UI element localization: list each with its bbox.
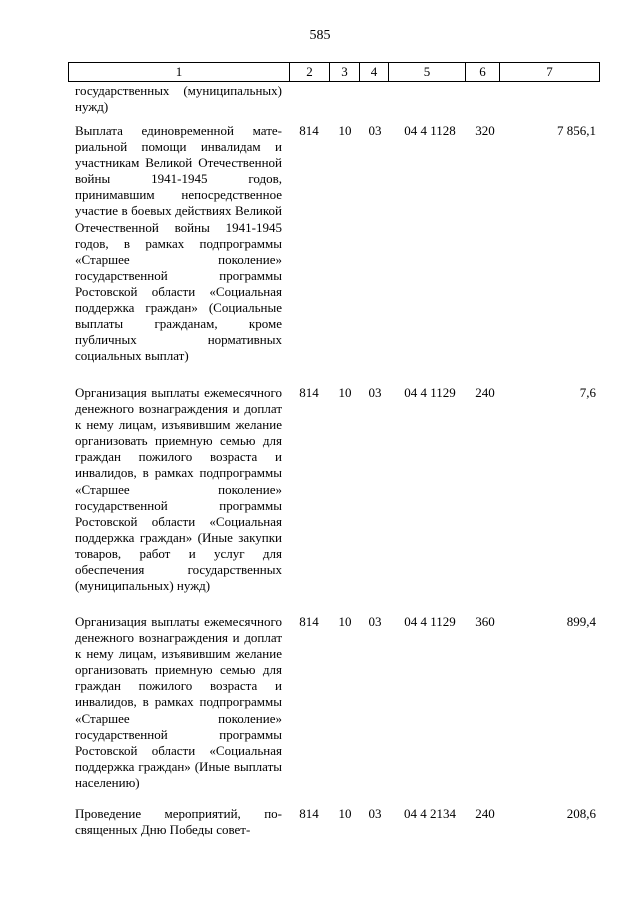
cell-expense-type: 360	[475, 614, 495, 629]
cell-ministry-code: 814	[299, 806, 319, 821]
row-description: Организация выплаты ежемесячного денежного вознаграждения и доплат к нему лицам, изъявившим желание организовать приемную семью для граждан пожилого возраста и инвалидов, в рамках подпрограммы «Старшее поколение» государственной программы Ростовской области «Социальная поддержка граждан» (Иные выплаты населению)	[75, 614, 282, 790]
column-header-row	[69, 63, 600, 82]
cell-expense-type: 240	[475, 806, 495, 821]
cell-ministry-code: 814	[299, 123, 319, 138]
cell-subsection: 03	[368, 123, 382, 138]
row-description: Выплата единовременной материальной помощи инвалидам и участникам Великой Отечественной войны 1941-1945 годов, принимавшим непосредственное участие в боевых действиях Великой Отечественной войны 1941-1945 годов, в рамках подпрограммы «Старшее поколение» государственной программы Ростовской области «Социальная поддержка граждан» (Социальные выплаты гражданам, кроме публичных нормативных социальных выплат)	[75, 123, 282, 364]
cell-amount: 899,4	[566, 614, 596, 629]
cell-target-article: 04 4 1128	[404, 123, 456, 138]
column-header: 2	[290, 63, 330, 82]
column-header: 5	[389, 63, 466, 82]
cell-amount: 7,6	[579, 385, 596, 400]
column-header: 7	[500, 63, 600, 82]
cell-ministry-code: 814	[299, 614, 319, 629]
cell-target-article: 04 4 1129	[404, 614, 456, 629]
row-description: государственных (муниципальных) нужд)	[75, 83, 282, 115]
cell-subsection: 03	[368, 614, 382, 629]
column-header: 1	[69, 63, 290, 82]
cell-subsection: 03	[368, 806, 382, 821]
cell-section: 10	[338, 806, 352, 821]
row-description: Проведение мероприятий, посвященных Дню Победы совет-	[75, 806, 282, 838]
cell-amount: 7 856,1	[557, 123, 596, 138]
row-description: Организация выплаты ежемесячного денежного вознаграждения и доплат к нему лицам, изъявившим желание организовать приемную семью для граждан пожилого возраста и инвалидов, в рамках подпрограммы «Старшее поколение» государственной программы Ростовской области «Социальная поддержка граждан» (Иные закупки товаров, работ и услуг для обеспечения государственных (муниципальных) нужд)	[75, 385, 282, 594]
cell-subsection: 03	[368, 385, 382, 400]
column-header: 4	[360, 63, 389, 82]
column-header: 6	[466, 63, 500, 82]
cell-expense-type: 320	[475, 123, 495, 138]
cell-amount: 208,6	[566, 806, 596, 821]
column-header-table	[68, 62, 600, 82]
cell-section: 10	[338, 614, 352, 629]
cell-target-article: 04 4 2134	[404, 806, 456, 821]
cell-section: 10	[338, 123, 352, 138]
page-number: 585	[309, 28, 331, 43]
cell-section: 10	[338, 385, 352, 400]
column-header: 3	[330, 63, 360, 82]
cell-target-article: 04 4 1129	[404, 385, 456, 400]
cell-expense-type: 240	[475, 385, 495, 400]
cell-ministry-code: 814	[299, 385, 319, 400]
